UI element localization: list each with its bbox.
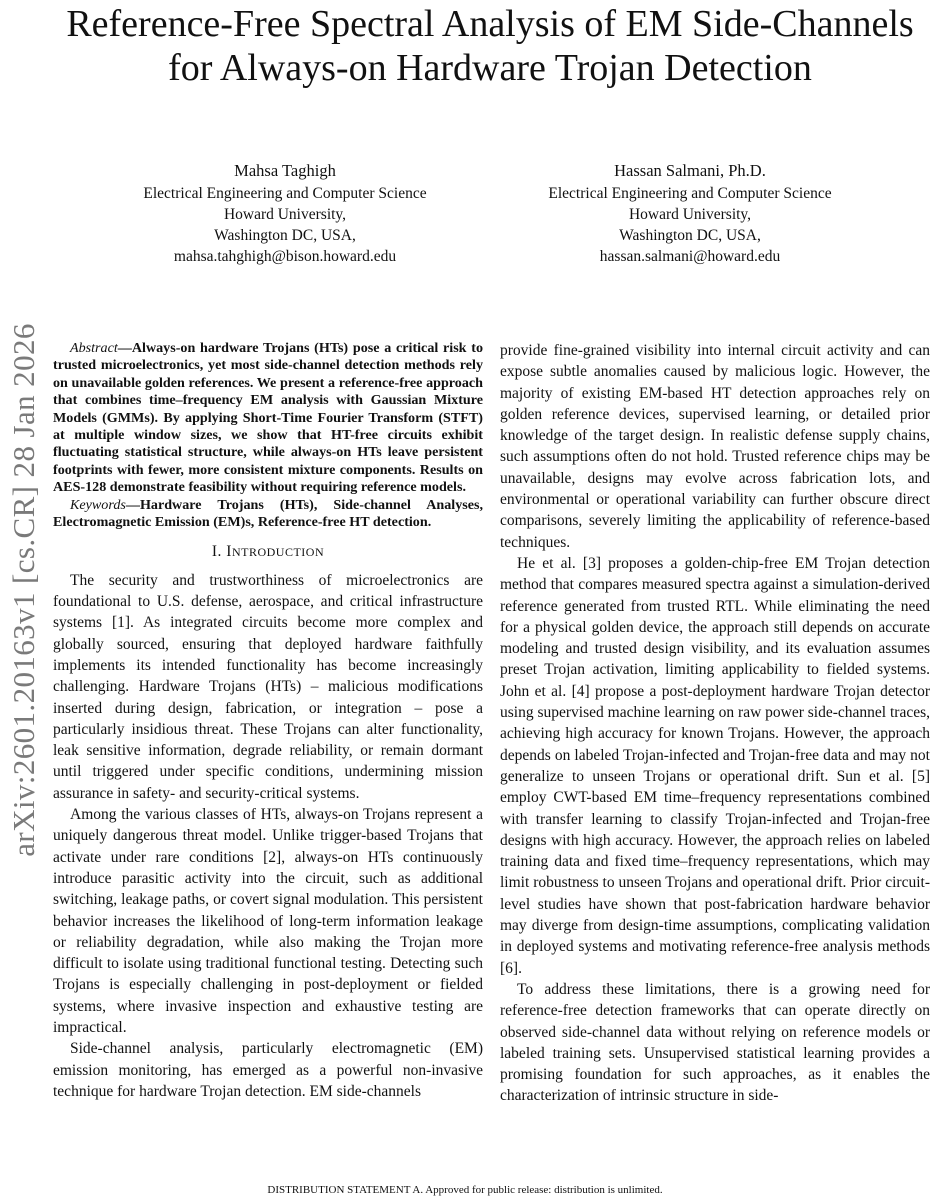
author-email: mahsa.tahghigh@bison.howard.edu	[173, 248, 397, 265]
author-location: Washington DC, USA,	[619, 227, 761, 244]
distribution-statement: DISTRIBUTION STATEMENT A. Approved for public release: distribution is unlimited.	[267, 1184, 663, 1196]
keywords-text: —Hardware Trojans (HTs), Side-channel Analyses, Electromagnetic Emission (EM)s, Reference-free HT detection.	[53, 496, 483, 531]
body-paragraph: Among the various classes of HTs, always-on Trojans represent a uniquely dangerous threat model. Unlike trigger-based Trojans that activate under rare conditions [2], always-on HTs continuously introduce parasitic activity into the circuit, such as additional switching, leakage paths, or covert signal modulation. This persistent behavior increases the likelihood of long-term information leakage or reliability degradation, while also making the Trojan more difficult to isolate using traditional functional testing. Detecting such Trojans is especially challenging in post-deployment or fielded systems, where invasive inspection and exhaustive testing are impractical.	[53, 806, 483, 1036]
body-paragraph: The security and trustworthiness of microelectronics are foundational to U.S. defense, aerospace, and critical infrastructure systems [1]. As integrated circuits become more complex and globally sourced, ensuring that deployed hardware faithfully implements its intended functionality has become increasingly challenging. Hardware Trojans (HTs) – malicious modifications inserted during design, fabrication, or integration – pose a particularly insidious threat. These Trojans can alter functionality, leak sensitive information, degrade reliability, or remain dormant until triggered under specific conditions, undermining mission assurance in safety- and security-critical systems.	[53, 571, 483, 802]
author-department: Electrical Engineering and Computer Science	[143, 185, 427, 202]
author-block	[490, 160, 890, 267]
section-number: I.	[211, 543, 227, 561]
abstract-text: —Always-on hardware Trojans (HTs) pose a critical risk to trusted microelectronics, yet most side-channel detection methods rely on unavailable golden references. We present a reference-free approach that combines time–frequency EM analysis with Gaussian Mixture Models (GMMs). By applying Short-Time Fourier Transform (STFT) at multiple window sizes, we show that HT-free circuits exhibit fluctuating statistical structure, while always-on HTs leave persistent footprints with fewer, more consistent mixture components. Results on AES-128 demonstrate feasibility without requiring reference models.	[53, 340, 483, 496]
author-email: hassan.salmani@howard.edu	[599, 248, 781, 265]
author-location: Washington DC, USA,	[214, 227, 356, 244]
body-paragraph: provide fine-grained visibility into internal circuit activity and can expose subtle anomalies caused by malicious logic. However, the majority of existing EM-based HT detection approaches rely on golden reference devices, supervised learning, or detailed prior knowledge of the target design. In realistic defense supply chains, such assumptions often do not hold. Trusted reference chips may be unavailable, designs may evolve across fabrication lots, and environmental or operational variability can further obscure direct comparisons, severely limiting the applicability of reference-based techniques.	[500, 342, 930, 551]
author-university: Howard University,	[628, 206, 752, 223]
keywords-label: Keywords	[70, 496, 126, 513]
body-paragraph: To address these limitations, there is a growing need for reference-free detection frameworks that can operate directly on observed side-channel data without relying on reference models or labeled training sets. Unsupervised statistical learning provides a promising foundation for such approaches, as it enables the characterization of intrinsic structure in side-	[500, 980, 930, 1105]
section-first-letter: I	[226, 543, 232, 561]
keywords	[53, 497, 483, 532]
body-paragraph: He et al. [3] proposes a golden-chip-free EM Trojan detection method that compares measured spectra against a simulation-derived reference generated from trusted RTL. While eliminating the need for a physical golden device, the approach still depends on accurate modeling and trusted design visibility, and its evaluation assumes preset Trojan activation, limiting applicability to fielded systems. John et al. [4] propose a post-deployment hardware Trojan detector using supervised machine learning on raw power side-channel traces, achieving high accuracy for known Trojans. However, the approach depends on labeled Trojan-infected and Trojan-free data and may not generalize to unseen Trojans or operational drift. Sun et al. [5] employ CWT-based EM time–frequency representations combined with transfer learning to classify Trojan-infected and Trojan-free designs with high accuracy. However, the approach relies on labeled training data and fixed time–frequency representations, which may limit robustness to unseen Trojans and operational drift. Prior circuit-level studies have shown that post-fabrication hardware behavior may diverge from design-time assumptions, complicating validation in deployed systems and motivating reference-free analysis methods [6].	[500, 554, 930, 977]
author-name: Hassan Salmani, Ph.D.	[614, 161, 766, 180]
arxiv-identifier: arXiv:2601.20163v1 [cs.CR] 28 Jan 2026	[6, 323, 41, 857]
section-heading-introduction	[53, 541, 483, 563]
paper-title: Reference-Free Spectral Analysis of EM Side-Channels for Always-on Hardware Trojan Detection	[66, 3, 914, 89]
left-column	[53, 340, 483, 1102]
author-name: Mahsa Taghigh	[234, 161, 336, 180]
section-title-rest: NTRODUCTION	[231, 545, 325, 560]
author-block	[85, 160, 485, 267]
abstract-label: Abstract	[70, 340, 118, 356]
right-column	[500, 340, 930, 1107]
author-university: Howard University,	[223, 206, 347, 223]
author-department: Electrical Engineering and Computer Science	[548, 185, 832, 202]
body-paragraph: Side-channel analysis, particularly electromagnetic (EM) emission monitoring, has emerged as a powerful non-invasive technique for hardware Trojan detection. EM side-channels	[53, 1040, 483, 1100]
abstract	[53, 340, 483, 497]
